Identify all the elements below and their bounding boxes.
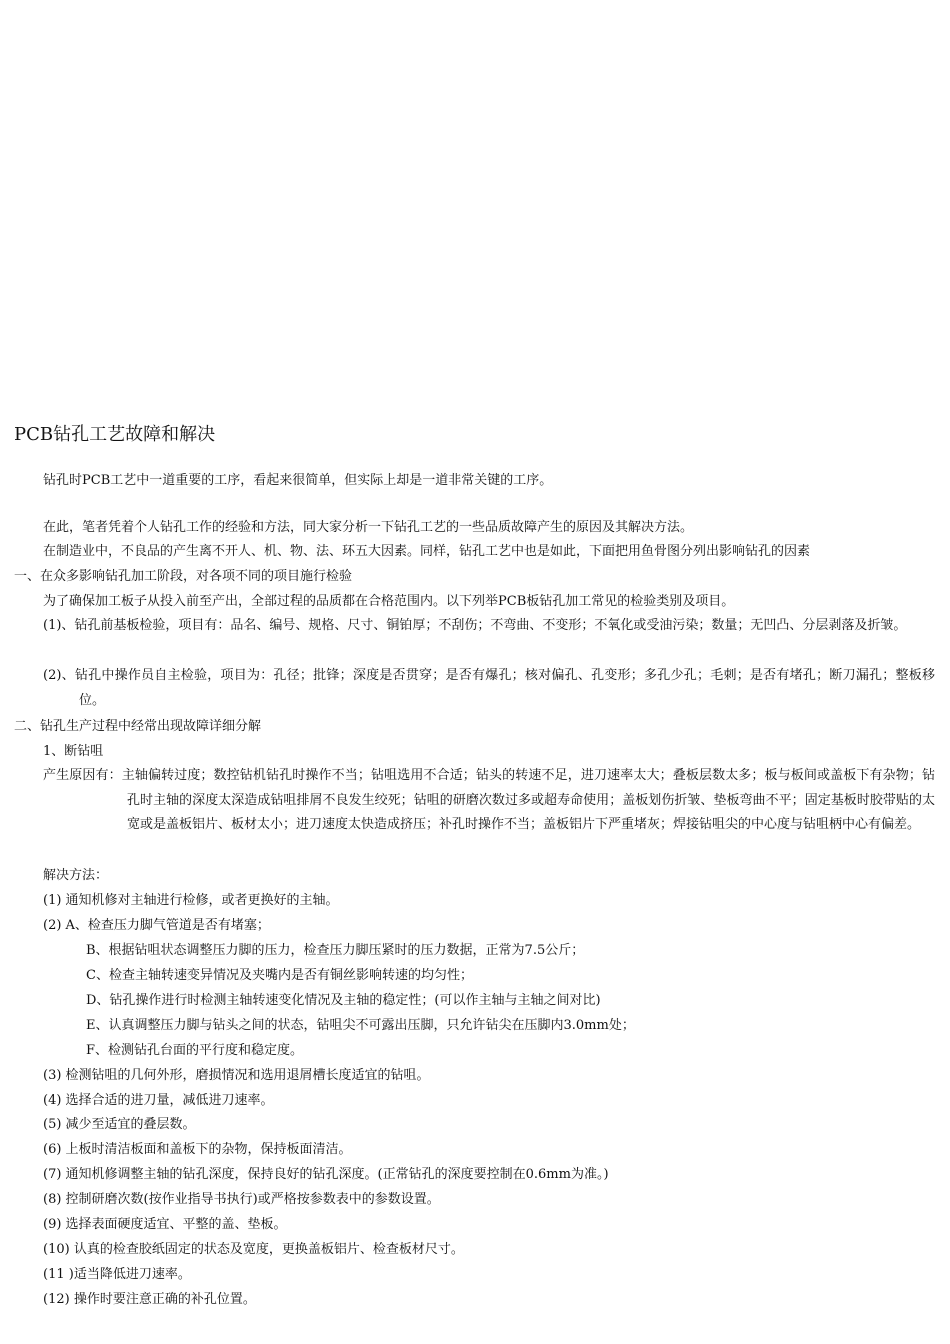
section-1-text: 为了确保加工板子从投入前至产出，全部过程的品质都在合格范围内。以下列举PCB板钻孔加工常见的检验类别及项目。 xyxy=(43,594,735,609)
solutions-label: 解决方法： xyxy=(43,868,109,883)
solution-item: (5) 减少至适宜的叠层数。 xyxy=(43,1117,196,1132)
solution-subitem: C、检查主轴转速变异情况及夹嘴内是否有铜丝影响转速的均匀性； xyxy=(86,968,473,983)
solution-item: (3) 检测钻咀的几何外形，磨损情况和选用退屑槽长度适宜的钻咀。 xyxy=(43,1068,430,1083)
section-heading-1: 一、在众多影响钻孔加工阶段，对各项不同的项目施行检验 xyxy=(14,569,353,584)
inspection-item-1-text: (1)、钻孔前基板检验，项目有：品名、编号、规格、尺寸、铜铂厚；不刮伤；不弯曲、不变形；不氧化或受油污染；数量；无凹凸、分层剥落及折皱。 xyxy=(43,618,907,633)
solution-item: (8) 控制研磨次数(按作业指导书执行)或严格按参数表中的参数设置。 xyxy=(43,1192,440,1207)
solution-item: (12) 操作时要注意正确的补孔位置。 xyxy=(43,1292,256,1307)
causes-block xyxy=(43,764,935,838)
solution-item: (4) 选择合适的进刀量，减低进刀速率。 xyxy=(43,1093,274,1108)
solution-item: (10) 认真的检查胶纸固定的状态及宽度，更换盖板铝片、检查板材尺寸。 xyxy=(43,1242,464,1257)
intro-paragraph: 钻孔时PCB工艺中一道重要的工序，看起来很简单，但实际上却是一道非常关键的工序。 xyxy=(43,473,553,488)
document-title: PCB钻孔工艺故障和解决 xyxy=(14,424,216,445)
solution-subitem: F、检测钻孔台面的平行度和稳定度。 xyxy=(86,1043,304,1058)
solution-item: (11 )适当降低进刀速率。 xyxy=(43,1267,191,1282)
solution-item: (2) A、检查压力脚气管道是否有堵塞； xyxy=(43,918,270,933)
inspection-item-2 xyxy=(43,664,935,713)
solution-item: (6) 上板时清洁板面和盖板下的杂物，保持板面清洁。 xyxy=(43,1142,352,1157)
solution-item: (1) 通知机修对主轴进行检修，或者更换好的主轴。 xyxy=(43,893,339,908)
solution-item: (9) 选择表面硬度适宜、平整的盖、垫板。 xyxy=(43,1217,287,1232)
paragraph-method: 在此，笔者凭着个人钻孔工作的经验和方法，同大家分析一下钻孔工艺的一些品质故障产生的原因及其解决方法。 xyxy=(43,520,694,535)
inspection-item-2-text: (2)、钻孔中操作员自主检验，项目为：孔径；批锋；深度是否贯穿；是否有爆孔；核对偏孔、孔变形；多孔少孔；毛刺；是否有堵孔；断刀漏孔；整板移位。 xyxy=(43,668,935,708)
solution-subitem: B、根据钻咀状态调整压力脚的压力，检查压力脚压紧时的压力数据，正常为7.5公斤； xyxy=(86,943,585,958)
causes-label: 产生原因有： xyxy=(43,768,122,783)
solution-subitem: D、钻孔操作进行时检测主轴转速变化情况及主轴的稳定性；(可以作主轴与主轴之间对比) xyxy=(86,993,601,1008)
solution-subitem: E、认真调整压力脚与钻头之间的状态，钻咀尖不可露出压脚，只允许钻尖在压脚内3.0mm处； xyxy=(86,1018,635,1033)
subheading-broken-drill: 1、断钻咀 xyxy=(43,744,104,759)
section-heading-2: 二、钻孔生产过程中经常出现故障详细分解 xyxy=(14,719,262,734)
causes-text: 主轴偏转过度；数控钻机钻孔时操作不当；钻咀选用不合适；钻头的转速不足，进刀速率太大；叠板层数太多；板与板间或盖板下有杂物；钻孔时主轴的深度太深造成钻咀排屑不良发生绞死；钻咀的研磨次数过多或超寿命使用；盖板划伤折皱、垫板弯曲不平；固定基板时胶带贴的太宽或是盖板铝片、板材太小；进刀速度太快造成挤压；补孔时操作不当；盖板铝片下严重堵灰；焊接钻咀尖的中心度与钻咀柄中心有偏差。 xyxy=(121,768,935,832)
inspection-item-1 xyxy=(43,614,935,639)
paragraph-factors: 在制造业中，不良品的产生离不开人、机、物、法、环五大因素。同样，钻孔工艺中也是如此，下面把用鱼骨图分列出影响钻孔的因素 xyxy=(43,544,811,559)
solution-item: (7) 通知机修调整主轴的钻孔深度，保持良好的钻孔深度。(正常钻孔的深度要控制在0.6mm为准。) xyxy=(43,1167,609,1182)
